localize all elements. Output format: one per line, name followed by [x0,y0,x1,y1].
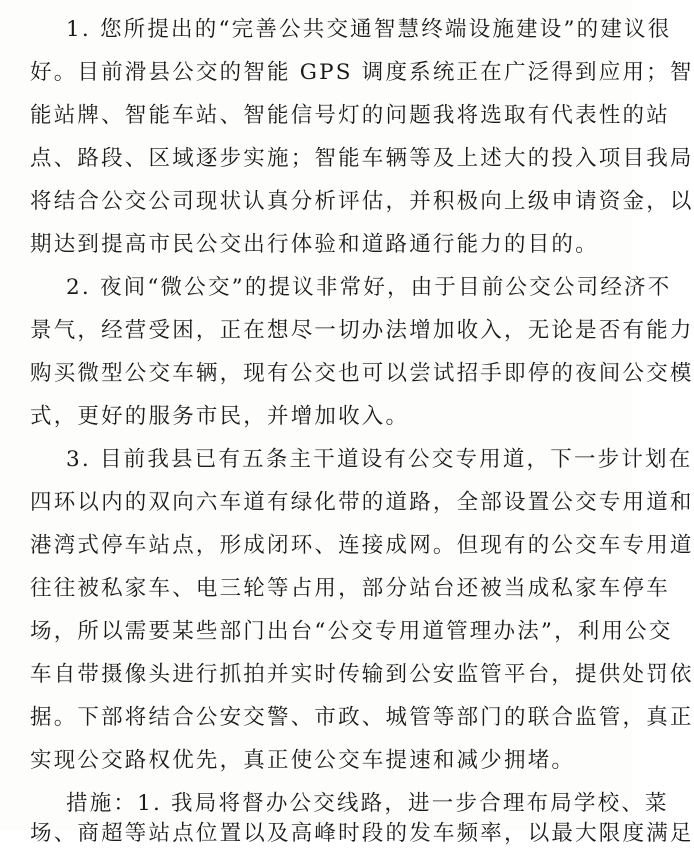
paragraph-line: 往往被私家车、电三轮等占用，部分站台还被当成私家车停车 [30,576,670,601]
paragraph-line: 四环以内的双向六车道有绿化带的道路，全部设置公交专用道和 [30,490,694,515]
paragraph-line: 1. 您所提出的“完善公共交通智慧终端设施建设”的建议很 [66,17,672,42]
paragraph-line: 场，所以需要某些部门出台“公交专用道管理办法”，利用公交 [30,619,673,644]
paragraph-line: 购买微型公交车辆，现有公交也可以尝试招手即停的夜间公交模 [30,361,694,386]
paragraph-line: 期达到提高市民公交出行体验和道路通行能力的目的。 [30,232,599,257]
paragraph-line: 港湾式停车站点，形成闭环、连接成网。但现有的公交车专用道 [30,533,694,558]
paragraph-line: 3. 目前我县已有五条主干道设有公交专用道，下一步计划在 [66,447,693,472]
paragraph-line: 2. 夜间“微公交”的提议非常好，由于目前公交公司经济不 [66,275,672,300]
paragraph-line: 好。目前滑县公交的智能 GPS 调度系统正在广泛得到应用；智 [30,60,694,85]
paragraph-line: 景气，经营受困，正在想尽一切办法增加收入，无论是否有能力 [30,318,694,343]
paragraph-line: 措施：1. 我局将督办公交线路，进一步合理布局学校、菜 [66,791,669,816]
paragraph-line: 能站牌、智能车站、智能信号灯的问题我将选取有代表性的站 [30,103,670,128]
paragraph-line: 车自带摄像头进行抓拍并实时传输到公安监管平台，提供处罚依 [30,662,694,687]
paragraph-line: 据。下部将结合公安交警、市政、城管等部门的联合监管，真正 [30,705,694,730]
paragraph-line: 实现公交路权优先，真正使公交车提速和减少拥堵。 [30,748,576,773]
paragraph-line: 将结合公交公司现状认真分析评估，并积极向上级申请资金，以 [30,189,694,214]
paragraph-line: 场、商超等站点位置以及高峰时段的发车频率，以最大限度满足 [30,821,694,846]
paragraph-line: 式，更好的服务市民，并增加收入。 [30,404,410,429]
paragraph-line: 点、路段、区域逐步实施；智能车辆等及上述大的投入项目我局 [30,146,694,171]
